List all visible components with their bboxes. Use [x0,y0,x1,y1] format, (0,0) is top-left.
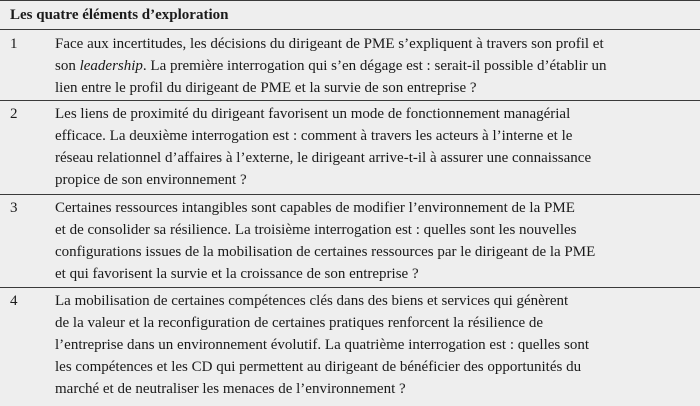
text-line: La mobilisation de certaines compétences clés dans des biens et services qui génèrent [55,293,569,309]
row-description [55,33,695,99]
row-description [55,290,695,400]
emphasized-term: leadership [79,58,143,74]
text-line: propice de son environnement ? [55,172,247,188]
text-line: réseau relationnel d’affaires à l’externe, le dirigeant arrive-t-il à assurer une connaissance [55,150,592,166]
text-line: de la valeur et la reconfiguration de certaines pratiques renforcent la résilience de [55,315,544,331]
table-title: Les quatre éléments d’exploration [10,7,229,23]
row-description [55,103,695,191]
text-line: configurations issues de la mobilisation de certaines ressources par le dirigeant de la PME [55,244,596,260]
text-line: son leadership. La première interrogation qui s’en dégage est : serait-il possible d’établir un [55,58,607,74]
table-row [0,30,700,100]
table-header [0,0,700,30]
text-line: efficace. La deuxième interrogation est : comment à travers les acteurs à l’interne et le [55,128,573,144]
table-row [0,287,700,406]
text-line: Face aux incertitudes, les décisions du dirigeant de PME s’expliquent à travers son profil et [55,36,604,52]
row-number: 1 [10,36,18,52]
text-line: marché et de neutraliser les menaces de l’environnement ? [55,381,406,397]
text-line: l’entreprise dans un environnement évolutif. La quatrième interrogation est : quelles sont [55,337,590,353]
text-line: et qui favorisent la survie et la croissance de son entreprise ? [55,266,419,282]
text-line: lien entre le profil du dirigeant de PME et la survie de son entreprise ? [55,80,477,96]
table-row [0,194,700,287]
row-number: 4 [10,293,18,309]
row-description [55,197,695,285]
row-number: 2 [10,106,18,122]
table-row [0,100,700,194]
text-line: et de consolider sa résilience. La troisième interrogation est : quelles sont les nouvelles [55,222,577,238]
row-divider [0,100,700,101]
text-line: Les liens de proximité du dirigeant favorisent un mode de fonctionnement managérial [55,106,571,122]
text-line: Certaines ressources intangibles sont capables de modifier l’environnement de la PME [55,200,575,216]
row-number: 3 [10,200,18,216]
row-divider [0,287,700,288]
row-divider [0,194,700,195]
text-line: les compétences et les CD qui permettent au dirigeant de bénéficier des opportunités du [55,359,582,375]
